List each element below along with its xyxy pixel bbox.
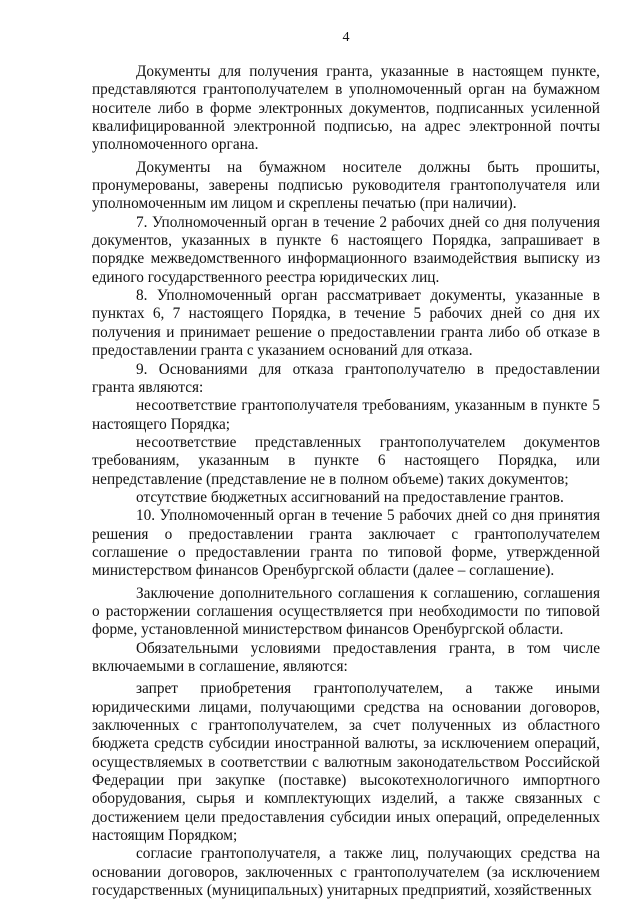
paragraph-refusal-ground-1: несоответствие грантополучателя требованиям, указанным в пункте 5 настоящего Порядка; [92, 397, 600, 433]
page-number: 4 [342, 30, 350, 45]
paragraph-item-8: 8. Уполномоченный орган рассматривает документы, указанные в пунктах 6, 7 настоящего Порядка, в течение 5 рабочих дней со дня их получения и принимает решение о предоставлении гранта либо об отказе в предоставлении гранта с указанием оснований для отказа. [92, 287, 600, 360]
paragraph-paper-documents: Документы на бумажном носителе должны быть прошиты, пронумерованы, заверены подписью руководителя грантополучателя или уполномоченным им лицом и скреплены печатью (при наличии). [92, 158, 600, 213]
paragraph-item-10: 10. Уполномоченный орган в течение 5 рабочих дней со дня принятия решения о предоставлении гранта заключает с грантополучателем соглашение о предоставлении гранта по типовой форме, утвержденной министерством финансов Оренбургской области (далее – соглашение). [92, 507, 600, 580]
document-body [92, 63, 600, 900]
paragraph-currency-prohibition: запрет приобретения грантополучателем, а также иными юридическими лицами, получающими средства на основании договоров, заключенных с грантополучателем, за счет полученных из областного бюджета средств субсидии иностранной валюты, за исключением операций, осуществляемых в соответствии с валютным законодательством Российской Федерации при закупке (поставке) высокотехнологичного импортного оборудования, сырья и комплектующих изделий, а также связанных с достижением цели предоставления субсидии иных операций, определенных настоящим Порядком; [92, 680, 600, 845]
paragraph-additional-agreement: Заключение дополнительного соглашения к соглашению, соглашения о расторжении соглашения осуществляется при необходимости по типовой форме, установленной министерством финансов Оренбургской области. [92, 584, 600, 639]
paragraph-item-9: 9. Основаниями для отказа грантополучателю в предоставлении гранта являются: [92, 360, 600, 396]
paragraph-mandatory-conditions: Обязательными условиями предоставления гранта, в том числе включаемыми в соглашение, являются: [92, 639, 600, 675]
paragraph-refusal-ground-3: отсутствие бюджетных ассигнований на предоставление грантов. [136, 488, 564, 506]
paragraph-documents-submission: Документы для получения гранта, указанные в настоящем пункте, представляются грантополучателем в уполномоченный орган на бумажном носителе либо в форме электронных документов, подписанных усиленной квалифицированной электронной подписью, на адрес электронной почты уполномоченного органа. [92, 63, 600, 154]
paragraph-refusal-ground-2: несоответствие представленных грантополучателем документов требованиям, указанным в пункте 6 настоящего Порядка, или непредставление (представление не в полном объеме) таких документов; [92, 433, 600, 488]
paragraph-grantee-consent: согласие грантополучателя, а также лиц, получающих средства на основании договоров, заключенных с грантополучателем (за исключением государственных (муниципальных) унитарных предприятий, хозяйственных [92, 845, 600, 900]
paragraph-item-7: 7. Уполномоченный орган в течение 2 рабочих дней со дня получения документов, указанных в пункте 6 настоящего Порядка, запрашивает в порядке межведомственного информационного взаимодействия выписку из единого государственного реестра юридических лиц. [92, 213, 600, 286]
